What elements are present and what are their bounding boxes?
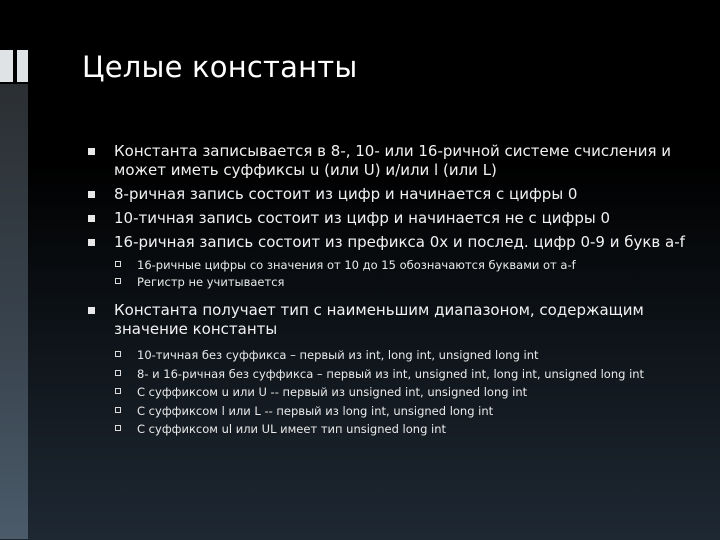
sub-bullet-text: С суффиксом l или L -- первый из long int, unsigned long int xyxy=(137,403,494,418)
bullet-text: Константа получает тип с наименьшим диапазоном, содержащим значение константы xyxy=(114,301,644,338)
sub-bullet-text: 8- и 16-ричная без суффикса – первый из int, unsigned int, long int, unsigned long int xyxy=(137,366,645,381)
bullet-item xyxy=(88,142,688,180)
hollow-square-bullet-icon xyxy=(115,425,121,431)
sub-bullet-text: С суффиксом u или U -- первый из unsigned int, unsigned long int xyxy=(137,385,528,399)
sub-list xyxy=(88,348,688,437)
hollow-square-bullet-icon xyxy=(115,261,121,267)
sub-bullet-text: С суффиксом ul или UL имеет тип unsigned long int xyxy=(137,422,447,436)
bullet-text: Константа записывается в 8-, 10- или 16-ричной системе счисления и может иметь суффиксы u (или U) и/или l (или L) xyxy=(114,142,672,179)
bullet-item xyxy=(88,301,688,339)
accent-strip xyxy=(0,84,28,539)
sub-bullet-item xyxy=(88,258,688,273)
slide-content xyxy=(88,142,688,441)
slide-title: Целые константы xyxy=(82,50,358,84)
hollow-square-bullet-icon xyxy=(115,351,121,357)
bullet-text: 8-ричная запись состоит из цифр и начинается с цифры 0 xyxy=(114,185,578,203)
square-bullet-icon xyxy=(88,148,95,155)
bullet-text: 10-тичная запись состоит из цифр и начинается не с цифры 0 xyxy=(114,209,611,227)
sub-bullet-text: 16-ричные цифры со значения от 10 до 15 обозначаются буквами от a-f xyxy=(137,258,576,272)
hollow-square-bullet-icon xyxy=(115,278,121,284)
sub-bullet-item xyxy=(88,404,688,419)
accent-bar-right xyxy=(17,50,28,82)
sub-bullet-item xyxy=(88,367,688,382)
bullet-item xyxy=(88,209,688,228)
sub-bullet-text: 10-тичная без суффикса – первый из int, long int, unsigned long int xyxy=(137,348,539,362)
square-bullet-icon xyxy=(88,215,95,222)
bullet-item xyxy=(88,233,688,252)
sub-bullet-item xyxy=(88,422,688,437)
hollow-square-bullet-icon xyxy=(115,370,121,376)
bullet-item xyxy=(88,185,688,204)
square-bullet-icon xyxy=(88,307,95,314)
square-bullet-icon xyxy=(88,239,95,246)
sub-bullet-item xyxy=(88,348,688,363)
hollow-square-bullet-icon xyxy=(115,388,121,394)
sub-list xyxy=(88,258,688,289)
hollow-square-bullet-icon xyxy=(115,407,121,413)
sub-bullet-item xyxy=(88,385,688,400)
square-bullet-icon xyxy=(88,191,95,198)
accent-bar-left xyxy=(0,50,13,82)
sub-bullet-text: Регистр не учитывается xyxy=(137,274,285,289)
sub-bullet-item xyxy=(88,275,688,290)
bullet-text: 16-ричная запись состоит из префикса 0x и послед. цифр 0-9 и букв a-f xyxy=(114,233,685,251)
